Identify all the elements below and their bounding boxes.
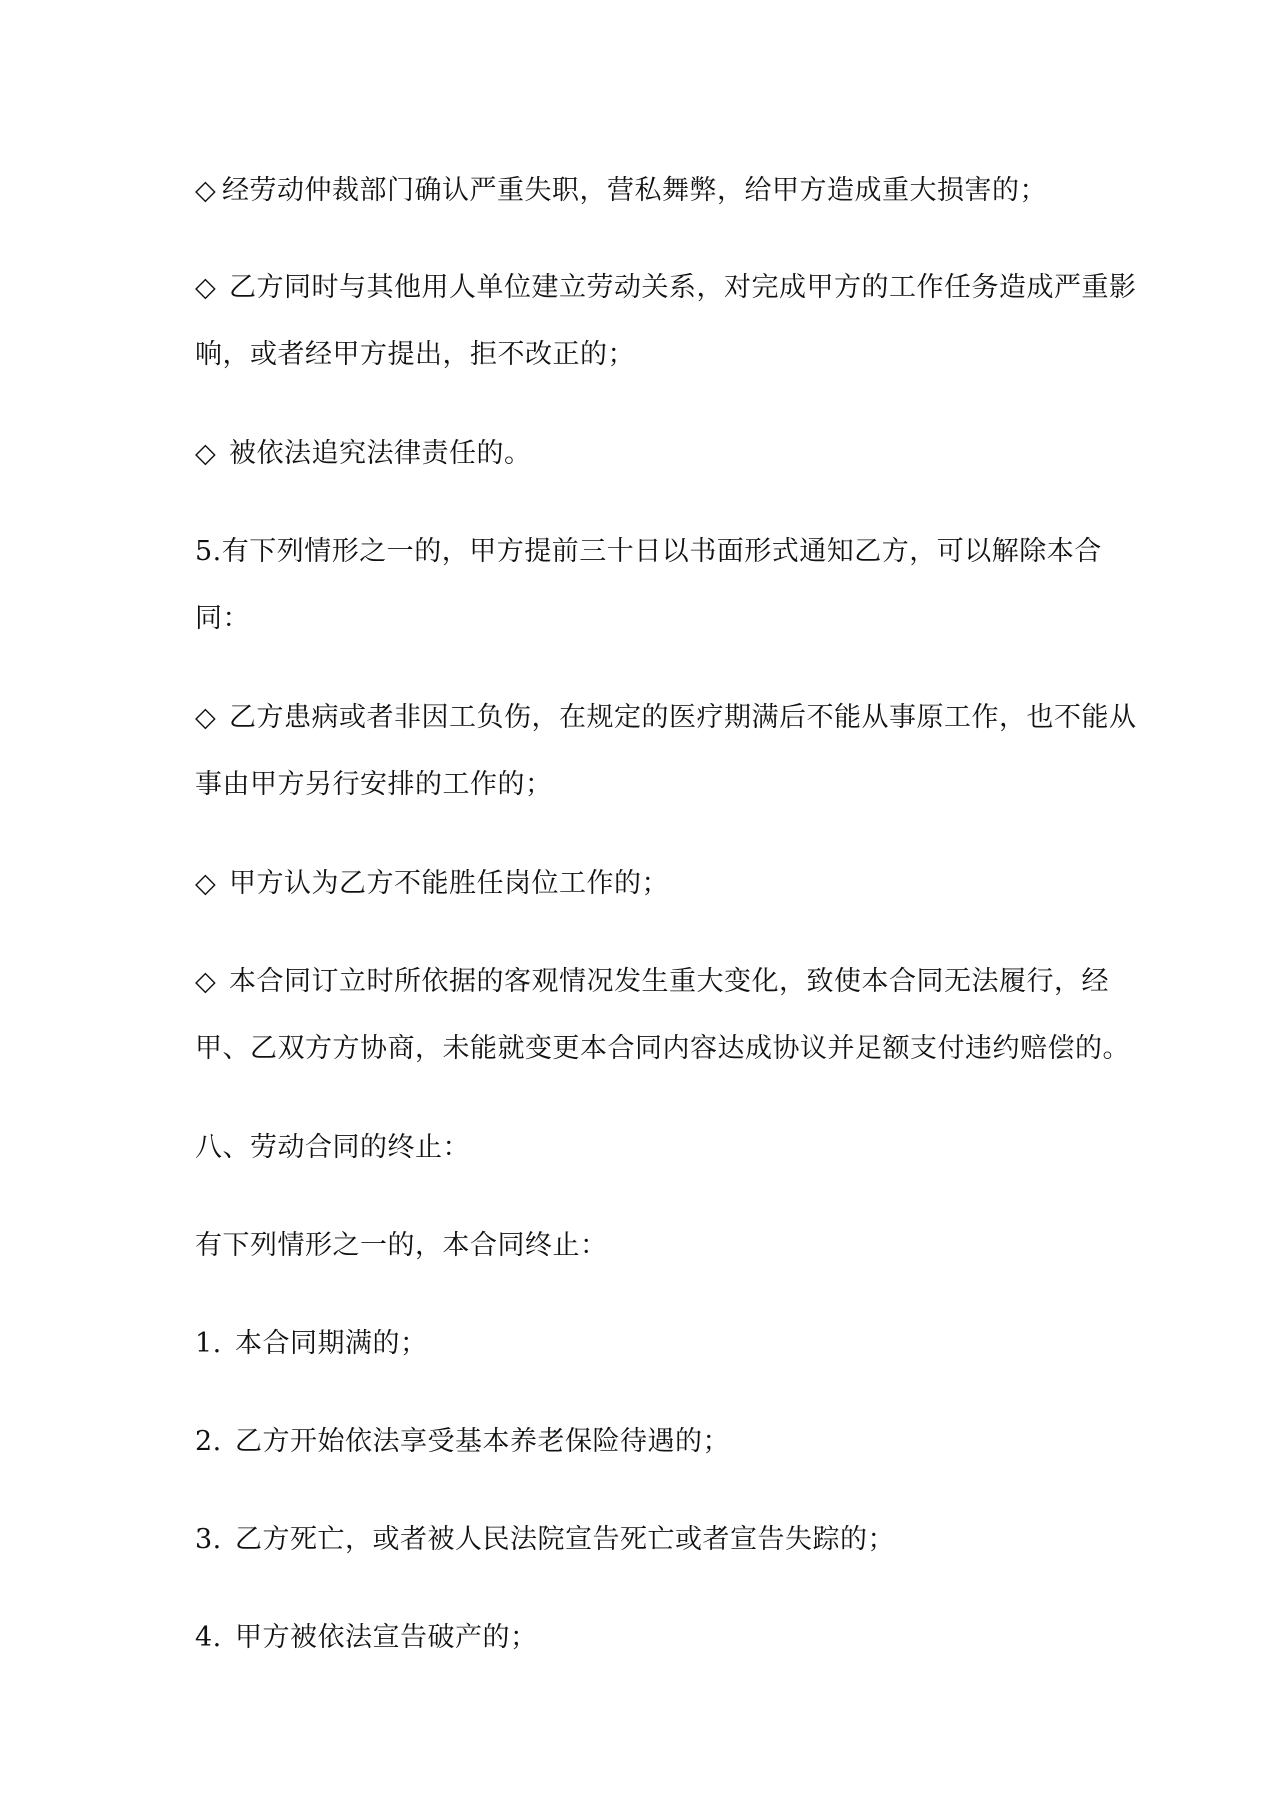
paragraph-text: 乙方患病或者非因工负伤，在规定的医疗期满后不能从事原工作，也不能从 xyxy=(229,702,1137,733)
paragraph-line-6 xyxy=(195,601,1105,637)
paragraph-line-1 xyxy=(195,173,1105,209)
paragraph-line-4 xyxy=(195,436,1105,472)
paragraph-text: 经劳动仲裁部门确认严重失职，营私舞弊，给甲方造成重大损害的； xyxy=(222,175,1047,206)
list-item-4 xyxy=(195,1620,1105,1656)
list-number: 1. xyxy=(195,1328,222,1359)
diamond-bullet-icon: ◇ xyxy=(195,438,217,469)
paragraph-text: 5.有下列情形之一的，甲方提前三十日以书面形式通知乙方，可以解除本合 xyxy=(195,536,1102,567)
list-item-1 xyxy=(195,1326,1105,1362)
paragraph-text: 甲方认为乙方不能胜任岗位工作的； xyxy=(229,868,669,899)
diamond-bullet-icon: ◇ xyxy=(195,175,217,206)
list-item-text: 乙方开始依法享受基本养老保险待遇的； xyxy=(235,1426,730,1457)
paragraph-line-5 xyxy=(195,534,1105,570)
paragraph-line-3 xyxy=(195,337,1105,373)
paragraph-text: 乙方同时与其他用人单位建立劳动关系，对完成甲方的工作任务造成严重影 xyxy=(229,272,1137,303)
paragraph-text: 响，或者经甲方提出，拒不改正的； xyxy=(195,339,635,370)
paragraph-line-10 xyxy=(195,964,1109,1000)
paragraph-line-7 xyxy=(195,700,1137,736)
section-heading xyxy=(195,1130,1105,1166)
paragraph-text: 有下列情形之一的，本合同终止： xyxy=(195,1230,608,1261)
paragraph-text: 事由甲方另行安排的工作的； xyxy=(195,769,553,800)
list-item-text: 本合同期满的； xyxy=(235,1328,428,1359)
paragraph-line-13 xyxy=(195,1228,1105,1264)
paragraph-text: 同： xyxy=(195,603,250,634)
paragraph-text: 被依法追究法律责任的。 xyxy=(229,438,532,469)
paragraph-line-2 xyxy=(195,270,1137,306)
list-item-3 xyxy=(195,1522,1105,1558)
paragraph-text: 本合同订立时所依据的客观情况发生重大变化，致使本合同无法履行，经 xyxy=(229,966,1109,997)
paragraph-text: 甲、乙双方方协商，未能就变更本合同内容达成协议并足额支付违约赔偿的。 xyxy=(195,1033,1130,1064)
list-item-text: 甲方被依法宣告破产的； xyxy=(235,1622,538,1653)
diamond-bullet-icon: ◇ xyxy=(195,966,217,997)
list-number: 4. xyxy=(195,1622,222,1653)
list-item-2 xyxy=(195,1424,1105,1460)
list-number: 3. xyxy=(195,1524,222,1555)
list-item-text: 乙方死亡，或者被人民法院宣告死亡或者宣告失踪的； xyxy=(235,1524,895,1555)
diamond-bullet-icon: ◇ xyxy=(195,272,217,303)
diamond-bullet-icon: ◇ xyxy=(195,702,217,733)
paragraph-line-9 xyxy=(195,866,1105,902)
paragraph-line-8 xyxy=(195,767,1105,803)
list-number: 2. xyxy=(195,1426,222,1457)
diamond-bullet-icon: ◇ xyxy=(195,868,217,899)
paragraph-line-11 xyxy=(195,1031,1130,1067)
section-heading-text: 八、劳动合同的终止： xyxy=(195,1132,470,1163)
